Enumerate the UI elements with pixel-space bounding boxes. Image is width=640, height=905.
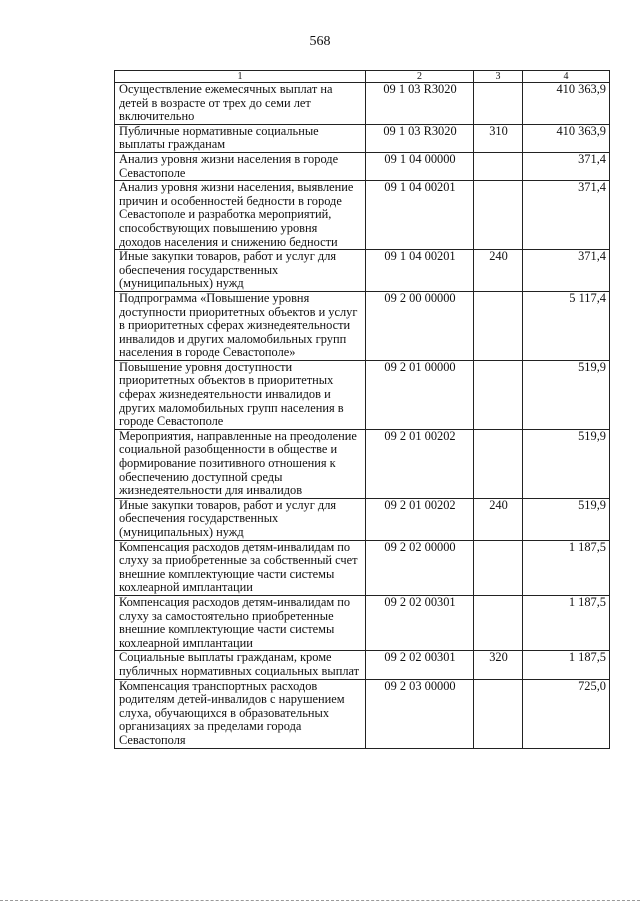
row-code-cell: 09 2 01 00202	[366, 429, 474, 498]
row-code-cell: 09 1 04 00000	[366, 152, 474, 180]
page-number: 568	[309, 34, 331, 49]
row-amount-cell: 519,9	[523, 429, 610, 498]
page-bottom-edge	[0, 900, 640, 901]
row-code-cell: 09 2 03 00000	[366, 679, 474, 748]
row-kvr-cell	[474, 540, 523, 595]
row-kvr-cell	[474, 152, 523, 180]
row-kvr-cell	[474, 429, 523, 498]
row-code-cell: 09 2 01 00000	[366, 360, 474, 429]
row-code-cell: 09 2 02 00301	[366, 651, 474, 679]
row-code-cell: 09 2 02 00000	[366, 540, 474, 595]
budget-table	[114, 70, 610, 749]
row-kvr-cell	[474, 679, 523, 748]
row-amount-cell: 519,9	[523, 360, 610, 429]
row-name-cell: Компенсация транспортных расходов родителям детей-инвалидов с нарушением слуха, обучающихся в образовательных организациях за пределами города Севастополя	[115, 679, 366, 748]
row-amount-cell: 5 117,4	[523, 291, 610, 360]
row-code-cell: 09 1 04 00201	[366, 250, 474, 292]
row-kvr-cell	[474, 181, 523, 250]
row-name-cell: Осуществление ежемесячных выплат на детей в возрасте от трех до семи лет включительно	[115, 83, 366, 125]
table-row	[115, 540, 610, 595]
row-name-cell: Анализ уровня жизни населения в городе Севастополе	[115, 152, 366, 180]
row-code-cell: 09 1 03 R3020	[366, 124, 474, 152]
header-col-4: 4	[523, 71, 610, 83]
row-name-cell: Иные закупки товаров, работ и услуг для обеспечения государственных (муниципальных) нужд	[115, 498, 366, 540]
table-row	[115, 429, 610, 498]
table-row	[115, 83, 610, 125]
row-amount-cell: 371,4	[523, 250, 610, 292]
row-name-cell: Публичные нормативные социальные выплаты гражданам	[115, 124, 366, 152]
header-col-1: 1	[115, 71, 366, 83]
row-name-cell: Повышение уровня доступности приоритетных объектов в приоритетных сферах жизнедеятельности инвалидов и других маломобильных групп населения в городе Севастополе	[115, 360, 366, 429]
header-col-2: 2	[366, 71, 474, 83]
row-kvr-cell	[474, 83, 523, 125]
row-amount-cell: 371,4	[523, 152, 610, 180]
table-row	[115, 595, 610, 650]
row-code-cell: 09 2 01 00202	[366, 498, 474, 540]
table-row	[115, 124, 610, 152]
row-name-cell: Иные закупки товаров, работ и услуг для обеспечения государственных (муниципальных) нужд	[115, 250, 366, 292]
row-kvr-cell: 240	[474, 250, 523, 292]
row-amount-cell: 1 187,5	[523, 595, 610, 650]
table-row	[115, 679, 610, 748]
table-row	[115, 651, 610, 679]
row-name-cell: Компенсация расходов детям-инвалидам по слуху за самостоятельно приобретенные внешние комплектующие части системы кохлеарной имплантации	[115, 595, 366, 650]
row-amount-cell: 519,9	[523, 498, 610, 540]
table-row	[115, 181, 610, 250]
row-amount-cell: 410 363,9	[523, 124, 610, 152]
row-name-cell: Мероприятия, направленные на преодоление социальной разобщенности в обществе и формирование позитивного отношения к обеспечению доступной среды жизнедеятельности для инвалидов	[115, 429, 366, 498]
row-kvr-cell	[474, 360, 523, 429]
row-code-cell: 09 2 02 00301	[366, 595, 474, 650]
row-name-cell: Анализ уровня жизни населения, выявление причин и особенностей бедности в городе Севастополе и разработка мероприятий, способствующих повышению уровня доходов населения и снижению бедности	[115, 181, 366, 250]
header-col-3: 3	[474, 71, 523, 83]
row-amount-cell: 1 187,5	[523, 540, 610, 595]
row-amount-cell: 1 187,5	[523, 651, 610, 679]
row-code-cell: 09 1 03 R3020	[366, 83, 474, 125]
row-amount-cell: 371,4	[523, 181, 610, 250]
row-kvr-cell: 320	[474, 651, 523, 679]
table-row	[115, 250, 610, 292]
table-header-row	[115, 71, 610, 83]
row-code-cell: 09 1 04 00201	[366, 181, 474, 250]
row-kvr-cell	[474, 595, 523, 650]
table-row	[115, 291, 610, 360]
row-kvr-cell: 310	[474, 124, 523, 152]
row-amount-cell: 725,0	[523, 679, 610, 748]
row-name-cell: Социальные выплаты гражданам, кроме публичных нормативных социальных выплат	[115, 651, 366, 679]
table-row	[115, 152, 610, 180]
row-name-cell: Компенсация расходов детям-инвалидам по слуху за приобретенные за собственный счет внешние комплектующие части системы кохлеарной имплантации	[115, 540, 366, 595]
row-name-cell: Подпрограмма «Повышение уровня доступности приоритетных объектов и услуг в приоритетных сферах жизнедеятельности инвалидов и других маломобильных групп населения в городе Севастополе»	[115, 291, 366, 360]
table-row	[115, 498, 610, 540]
table-row	[115, 360, 610, 429]
row-amount-cell: 410 363,9	[523, 83, 610, 125]
row-kvr-cell: 240	[474, 498, 523, 540]
row-code-cell: 09 2 00 00000	[366, 291, 474, 360]
row-kvr-cell	[474, 291, 523, 360]
